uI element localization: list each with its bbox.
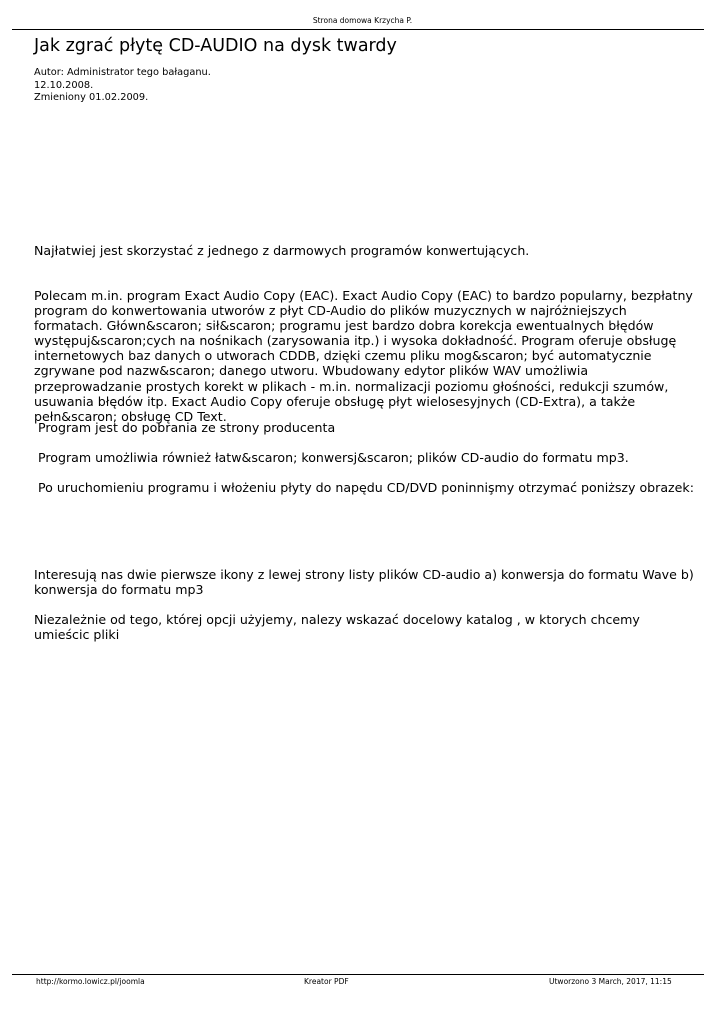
header-divider bbox=[12, 29, 704, 30]
paragraph-target-folder: Niezależnie od tego, której opcji użyjemy, nalezy wskazać docelowy katalog , w ktorych chcemy umieścic pliki bbox=[34, 612, 640, 643]
article-meta bbox=[34, 67, 211, 105]
paragraph-eac-description: Polecam m.in. program Exact Audio Copy (EAC). Exact Audio Copy (EAC) to bardzo popularny, bezpłatny program do konwertowania utworów z płyt CD-Audio do plików muzycznych w najróżniejszych formatach. Główn&scaron; sił&scaron; programu jest bardzo dobra korekcja ewentualnych błędów występuj&scaron;cych na nośnikach (zarysowania itp.) i wysoka dokładność. Program oferuje obsługę internetowych baz danych o utworach CDDB, dzięki czemu pliku mog&scaron; być automatycznie zgrywane pod nazw&scaron; danego utworu. Wbudowany edytor plików WAV umożliwia przeprowadzanie prostych korekt w plikach - m.in. normalizacji poziomu głośności, redukcji szumów, usuwania błędów itp. Exact Audio Copy oferuje obsługę płyt wielosesyjnych (CD-Extra), a także pełn&scaron; obsługę CD Text. bbox=[34, 288, 693, 424]
paragraph-intro: Najłatwiej jest skorzystać z jednego z darmowych programów konwertujących. bbox=[34, 243, 530, 258]
date-modified: Zmieniony 01.02.2009. bbox=[34, 92, 149, 103]
date-created: 12.10.2008. bbox=[34, 79, 94, 91]
paragraph-screenshot-intro: Po uruchomieniu programu i włożeniu płyty do napędu CD/DVD poninnişmy otrzymać poniższy obrazek: bbox=[38, 480, 694, 495]
paragraph-mp3: Program umożliwia również łatw&scaron; konwersj&scaron; plików CD-audio do formatu mp3. bbox=[38, 450, 629, 465]
paragraph-icons: Interesują nas dwie pierwsze ikony z lewej strony listy plików CD-audio a) konwersja do formatu Wave b) konwersja do formatu mp3 bbox=[34, 567, 694, 598]
footer-divider bbox=[12, 974, 704, 975]
article-title: Jak zgrać płytę CD-AUDIO na dysk twardy bbox=[34, 36, 397, 56]
footer-url: http://kormo.lowicz.pl/joomla bbox=[36, 977, 145, 986]
paragraph-download: Program jest do pobrania ze strony producenta bbox=[38, 420, 336, 435]
footer-created: Utworzono 3 March, 2017, 11:15 bbox=[549, 977, 672, 986]
footer-generator: Kreator PDF bbox=[304, 977, 349, 986]
author-line: Autor: Administrator tego bałaganu. bbox=[34, 67, 211, 78]
page-header: Strona domowa Krzycha P. bbox=[312, 16, 413, 25]
